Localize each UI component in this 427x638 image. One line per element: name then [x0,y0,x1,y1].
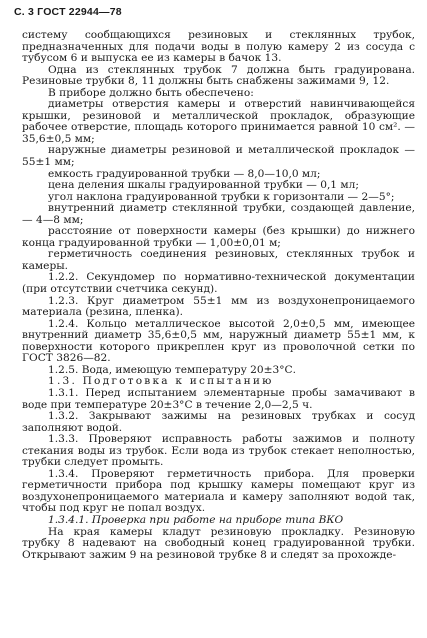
paragraph: диаметры отверстия камеры и отверстий навинчивающейся крышки, резиновой и металлической прокладок, образующие рабочее отверстие, площадь которого принимается равной 10 см². — 35,6±0,5 мм; [22,98,415,145]
paragraph: 1.2.2. Секундомер по нормативно-технической документации (при отсутствии счетчика секунд). [22,271,415,296]
paragraph: цена деления шкалы градуированной трубки — 0,1 мл; [48,179,359,192]
paragraph: наружные диаметры резиновой и металлической прокладок — 55±1 мм; [22,144,415,169]
paragraph: 1.3.1. Перед испытанием элементарные пробы замачивают в воде при температуре 20±3°С в течение 2,0—2,5 ч. [22,386,415,411]
paragraph: емкость градуированной трубки — 8,0—10,0 мл; [48,167,321,180]
paragraph: внутренний диаметр стеклянной трубки, создающей давление, — 4—8 мм; [22,202,415,226]
paragraph: 1.2.4. Кольцо металлическое высотой 2,0±0,5 мм, имеющее внутренний диаметр 35,6±0,5 мм, наружный диаметр 55±1 мм, к поверхности которого прикреплен круг из проволочной сетки по ГОСТ 3826—82. [22,317,415,365]
paragraph: На края камеры кладут резиновую прокладку. Резиновую трубку 8 надевают на свободный конец градуированной трубки. Открывают зажим 9 на резиновой трубке 8 и следят за прохожде- [22,525,415,561]
paragraph: угол наклона градуированной трубки к горизонтали — 2—5°; [48,190,395,203]
paragraph: систему сообщающихся резиновых и стеклянных трубок, предназначенных для подачи воды в полую камеру 2 из сосуда с тубусом 6 и выпуска ее из камеры в бачок 13. [22,29,415,65]
paragraph: В приборе должно быть обеспечено: [48,86,254,99]
paragraph: Одна из стеклянных трубок 7 должна быть градуирована. Резиновые трубки 8, 11 должны быть снабжены зажимами 9, 12. [22,63,415,88]
paragraph: расстояние от поверхности камеры (без крышки) до нижнего конца градуированной трубки — 1,00±0,01 м; [22,225,415,249]
paragraph: 1.2.3. Круг диаметром 55±1 мм из воздухонепроницаемого материала (резина, пленка). [22,294,415,319]
paragraph: 1.3. Подготовка к испытанию [48,375,274,388]
document-body [22,30,415,561]
paragraph: 1.3.4.1. Проверка при работе на приборе типа ВКО [48,513,344,526]
paragraph: герметичность соединения резиновых, стеклянных трубок и камеры. [22,248,415,272]
paragraph: 1.3.4. Проверяют герметичность прибора. Для проверки герметичности прибора под крышку камеры помещают круг из воздухонепроницаемого материала и камеру заполняют водой так, чтобы под круг не попал воздух. [22,467,415,515]
paragraph: 1.2.5. Вода, имеющую температуру 20±3°С. [48,363,297,376]
paragraph: 1.3.3. Проверяют исправность работы зажимов и полноту стекания воды из трубок. Если вода из трубок стекает неполностью, трубки следует промыть. [22,433,415,469]
page-header: С. 3 ГОСТ 22944—78 [14,6,122,18]
paragraph: 1.3.2. Закрывают зажимы на резиновых трубках и сосуд заполняют водой. [22,410,415,434]
